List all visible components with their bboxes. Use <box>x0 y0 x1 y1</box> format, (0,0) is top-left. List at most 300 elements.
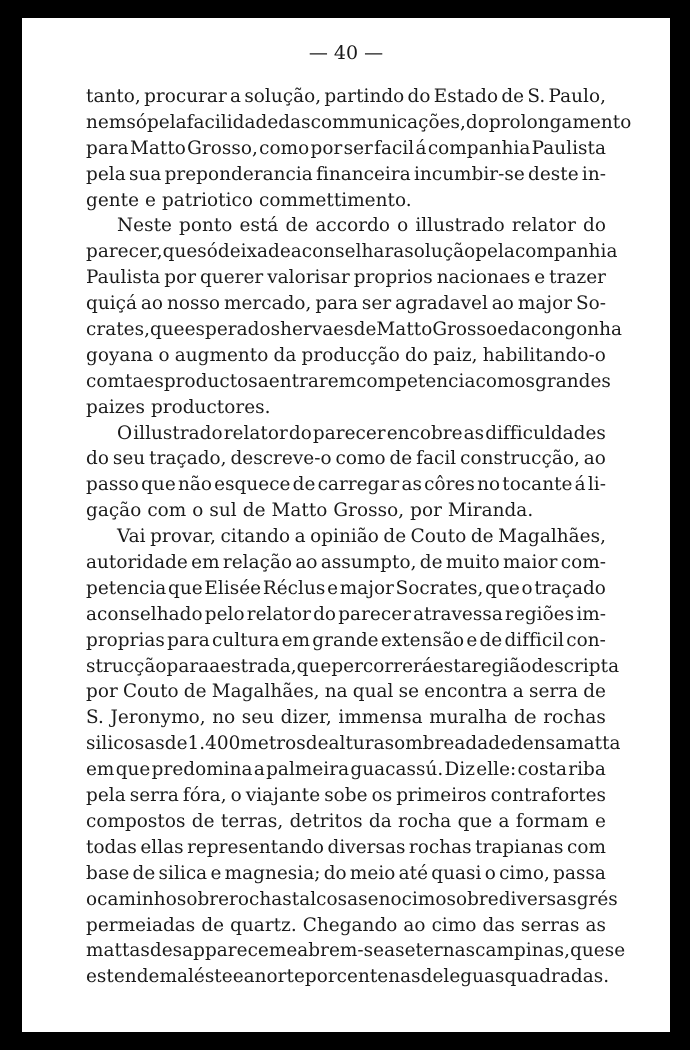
word: que <box>457 810 493 832</box>
word: como <box>335 448 386 470</box>
word: preponderancia <box>164 163 313 185</box>
word: e <box>232 966 244 988</box>
word: metros <box>240 733 306 755</box>
word: petencia <box>86 577 167 599</box>
word: até <box>398 862 429 884</box>
word: densa <box>510 733 567 755</box>
word: contrafortes <box>490 785 606 807</box>
text-line <box>86 679 606 705</box>
word: grandes <box>535 370 611 392</box>
word: tocante <box>502 474 573 496</box>
text-line <box>86 705 606 731</box>
word: im- <box>576 603 606 625</box>
word: Vai <box>117 526 146 548</box>
word: de <box>292 474 316 496</box>
word: e <box>466 629 478 651</box>
word: Neste <box>117 215 172 237</box>
word: de <box>164 733 188 755</box>
word: elle: <box>476 759 517 781</box>
word: por <box>304 966 337 988</box>
word: Couto <box>122 681 179 703</box>
word: do <box>583 215 606 237</box>
word: assumpto, <box>320 552 417 574</box>
word: só <box>197 241 218 263</box>
word: taes <box>124 370 164 392</box>
word: do <box>465 111 489 133</box>
word: in- <box>581 163 606 185</box>
word: predomina <box>151 759 253 781</box>
word: muito <box>445 552 500 574</box>
word: e <box>145 189 156 211</box>
word: em <box>281 629 311 651</box>
word: companhia <box>427 137 531 159</box>
word: Grosso <box>432 319 498 341</box>
word: e <box>367 888 379 910</box>
word: do <box>407 86 431 107</box>
word: percorrerá <box>331 655 433 677</box>
word: quiçá <box>86 293 138 315</box>
word: silicosas <box>86 733 165 755</box>
word: só <box>126 111 147 133</box>
text-line <box>86 731 621 757</box>
text-line <box>86 783 606 809</box>
word: riba <box>568 759 606 781</box>
word: de <box>419 552 443 574</box>
word: norte <box>254 966 305 988</box>
word: silica <box>158 862 208 884</box>
word: cimo <box>431 914 477 936</box>
word: entrar <box>268 370 328 392</box>
word: na <box>324 681 348 703</box>
word: eternas <box>404 940 476 962</box>
word: ao <box>140 293 164 315</box>
word: fóra, <box>182 785 227 807</box>
word: rochas <box>229 888 292 910</box>
word: leguas <box>443 966 505 988</box>
word: que <box>149 319 185 341</box>
word: Diz <box>444 759 475 781</box>
word: a <box>253 759 265 781</box>
word: seu <box>241 707 275 729</box>
word: producção <box>301 344 400 366</box>
word: prolongamento <box>488 111 632 133</box>
word: á <box>415 137 427 159</box>
word: diversas <box>327 836 406 858</box>
word: primeiros <box>396 785 487 807</box>
word: illustrado <box>133 422 223 444</box>
word: por <box>86 681 118 703</box>
text-line <box>86 809 606 835</box>
word: Matto <box>271 500 328 522</box>
word: muralha <box>429 707 508 729</box>
word: formam <box>515 810 589 832</box>
word: léste <box>187 966 233 988</box>
word: como <box>259 137 310 159</box>
word: Réclus <box>262 577 326 599</box>
word: do <box>405 344 428 366</box>
text-line <box>86 550 606 576</box>
word: relator <box>246 603 311 625</box>
word: agradavel <box>395 293 488 315</box>
word: base <box>86 862 130 884</box>
word: citando <box>220 526 291 548</box>
word: gação <box>86 500 142 522</box>
word: deixa <box>217 241 269 263</box>
word: magnesia; <box>224 862 321 884</box>
text-line <box>86 602 606 628</box>
word: Matto <box>376 319 433 341</box>
word: todas <box>86 836 137 858</box>
word: da <box>508 319 531 341</box>
word: congonha <box>530 319 623 341</box>
word: provar, <box>150 526 217 548</box>
word: solução <box>404 241 476 263</box>
word: côres <box>424 474 475 496</box>
word: ser <box>343 137 373 159</box>
word: detritos <box>289 810 363 832</box>
word: a <box>257 370 269 392</box>
word: 1.400 <box>187 733 241 755</box>
word: augmento <box>174 344 269 366</box>
word: traçado <box>534 577 606 599</box>
word: e <box>534 267 546 289</box>
word: para <box>167 629 210 651</box>
word: descripta <box>531 655 620 677</box>
word: li- <box>587 474 606 496</box>
word: gente <box>86 189 140 211</box>
word: ao <box>583 448 606 470</box>
word: de <box>353 319 377 341</box>
word: maior <box>503 552 558 574</box>
text-line <box>86 239 618 265</box>
word: para <box>315 293 359 315</box>
text-line <box>86 395 606 421</box>
text-line <box>86 654 620 680</box>
word: no <box>378 888 402 910</box>
word: e <box>594 810 606 832</box>
text-line <box>86 472 606 498</box>
word: habilitando-o <box>482 344 606 366</box>
word: mercado, <box>223 293 312 315</box>
word: do <box>313 603 337 625</box>
word: que <box>485 577 520 599</box>
word: Estado <box>433 86 499 107</box>
word: de <box>191 810 215 832</box>
word: cultura <box>212 629 280 651</box>
word: de <box>383 526 407 548</box>
text-line <box>86 576 606 602</box>
text-line <box>86 213 606 239</box>
word: O <box>117 422 133 444</box>
word: construcção, <box>460 448 580 470</box>
word: descreve-o <box>230 448 332 470</box>
word: e <box>327 577 338 599</box>
word: da <box>368 810 392 832</box>
word: competencia <box>356 370 476 392</box>
word: sombreada <box>384 733 489 755</box>
word: de <box>488 733 511 755</box>
word: de <box>513 707 537 729</box>
text-line <box>86 265 606 291</box>
word: o <box>86 888 98 910</box>
word: communicações, <box>310 111 466 133</box>
word: da <box>273 344 297 366</box>
word: Grosso, <box>187 137 258 159</box>
word: Magalhães, <box>498 526 606 548</box>
word: terras, <box>220 810 284 832</box>
word: sobe <box>324 785 368 807</box>
word: o <box>397 215 409 237</box>
word: sobre <box>176 888 230 910</box>
word: ao <box>403 914 426 936</box>
word: financeira <box>316 163 411 185</box>
word: o <box>230 785 242 807</box>
word: de <box>305 733 329 755</box>
word: quartz. <box>230 914 297 936</box>
word: altura <box>328 733 385 755</box>
word: com- <box>560 552 606 574</box>
word: incumbir-se <box>413 163 525 185</box>
word: palmeira <box>266 759 350 781</box>
word: atravessa <box>413 603 503 625</box>
text-line <box>86 84 606 110</box>
word: estrada, <box>220 655 297 677</box>
word: valorisar <box>267 267 350 289</box>
text-line <box>86 110 632 136</box>
word: abrem-se <box>297 940 385 962</box>
word: Magalhães, <box>211 681 320 703</box>
text-line <box>86 524 606 550</box>
word: a <box>230 86 242 107</box>
word: o <box>484 862 496 884</box>
word: proprios <box>353 267 433 289</box>
word: ellas <box>140 836 184 858</box>
word: não <box>177 474 212 496</box>
word: desapparecem <box>149 940 287 962</box>
word: rochas <box>408 836 472 858</box>
word: no <box>212 707 236 729</box>
word: cimo, <box>499 862 550 884</box>
text-line <box>86 369 611 395</box>
word: a <box>243 966 255 988</box>
text-line <box>86 188 606 214</box>
text-line <box>86 835 606 861</box>
word: espera <box>184 319 248 341</box>
word: rocha <box>398 810 452 832</box>
word: pelo <box>204 603 245 625</box>
word: So- <box>575 293 606 315</box>
word: rochas <box>543 707 606 729</box>
word: se <box>604 940 626 962</box>
word: aconselhar <box>290 241 394 263</box>
word: Matto <box>129 137 186 159</box>
word: paizes <box>86 396 145 418</box>
word: procurar <box>144 86 227 107</box>
word: que <box>115 759 151 781</box>
word: as <box>463 422 485 444</box>
word: á <box>574 474 586 496</box>
word: caminho <box>97 888 177 910</box>
word: parecer <box>338 603 411 625</box>
word: pela <box>86 163 126 185</box>
word: por <box>310 137 343 159</box>
word: Socrates, <box>395 577 484 599</box>
word: os <box>371 785 393 807</box>
word: deste <box>528 163 579 185</box>
word: illustrado <box>415 215 505 237</box>
text-line <box>86 757 606 783</box>
page-number: — 40 — <box>308 42 384 64</box>
word: hervaes <box>280 319 354 341</box>
word: qual <box>352 681 394 703</box>
text-line <box>86 861 606 887</box>
word: major <box>339 577 394 599</box>
word: de <box>420 966 444 988</box>
word: extensão <box>380 629 465 651</box>
word: está <box>239 215 279 237</box>
word: em <box>327 370 357 392</box>
word: para <box>166 655 210 677</box>
word: grés <box>576 888 618 910</box>
word: sua <box>128 163 162 185</box>
word: as <box>401 474 422 496</box>
word: as <box>585 914 606 936</box>
word: esta <box>432 655 472 677</box>
word: compostos <box>86 810 186 832</box>
word: do <box>323 862 347 884</box>
word: relação <box>222 552 293 574</box>
word: sobre <box>446 888 499 910</box>
word: de <box>479 629 503 651</box>
text-line <box>86 446 606 472</box>
word: autoridade <box>86 552 188 574</box>
word: commettimento. <box>259 189 412 211</box>
word: nem <box>86 111 127 133</box>
word: companhia <box>514 241 618 263</box>
word: Jeronymo, <box>110 707 206 729</box>
word: pela <box>86 785 126 807</box>
word: se <box>398 681 420 703</box>
word: de <box>201 914 225 936</box>
word: strucção <box>86 655 167 677</box>
word: regiões <box>505 603 575 625</box>
word: o <box>158 344 170 366</box>
word: de <box>183 681 207 703</box>
word: representando <box>187 836 325 858</box>
word: que <box>168 577 203 599</box>
word: os <box>514 370 536 392</box>
word: serras <box>520 914 580 936</box>
word: proprias <box>86 629 165 651</box>
word: trapianas <box>475 836 564 858</box>
word: accordo <box>315 215 390 237</box>
word: que <box>162 241 198 263</box>
word: do <box>86 448 109 470</box>
word: a <box>393 241 405 263</box>
word: partindo <box>324 86 405 107</box>
word: relator <box>511 215 576 237</box>
word: S. <box>527 86 546 107</box>
text-line <box>86 498 606 524</box>
word: de <box>268 241 291 263</box>
word: sul <box>209 500 237 522</box>
word: em <box>191 552 220 574</box>
word: e <box>497 319 509 341</box>
word: passa <box>553 862 606 884</box>
word: Miranda. <box>447 500 534 522</box>
word: para <box>86 137 129 159</box>
word: do <box>288 422 312 444</box>
word: trazer <box>549 267 606 289</box>
text-line <box>86 421 606 447</box>
word: nosso <box>166 293 221 315</box>
word: matta <box>566 733 621 755</box>
word: productos <box>163 370 258 392</box>
word: que <box>141 474 176 496</box>
word: patriotico <box>161 189 253 211</box>
word: a <box>512 681 524 703</box>
word: Couto <box>410 526 467 548</box>
word: cimo <box>401 888 447 910</box>
word: as <box>384 940 405 962</box>
word: goyana <box>86 344 154 366</box>
word: ser <box>361 293 392 315</box>
word: productores. <box>150 396 271 418</box>
word: ao <box>491 293 514 315</box>
word: das <box>482 914 515 936</box>
word: a <box>209 655 221 677</box>
word: nacionaes <box>436 267 531 289</box>
word: campinas, <box>475 940 571 962</box>
text-line <box>86 964 610 990</box>
word: costa <box>517 759 567 781</box>
word: parecer, <box>86 241 163 263</box>
word: difficuldades <box>485 422 606 444</box>
word: traçado, <box>149 448 227 470</box>
word: pela <box>146 111 187 133</box>
word: paiz, <box>433 344 478 366</box>
word: S. <box>86 707 104 729</box>
word: estendem <box>86 966 177 988</box>
word: carregar <box>317 474 400 496</box>
word: de <box>242 500 266 522</box>
word: guacassú. <box>350 759 444 781</box>
word: viajante <box>245 785 321 807</box>
word: opinião <box>310 526 379 548</box>
word: difficil <box>504 629 565 651</box>
word: mattas <box>86 940 150 962</box>
word: das <box>278 111 311 133</box>
text-line <box>86 317 623 343</box>
word: quadradas. <box>504 966 610 988</box>
word: diversas <box>498 888 577 910</box>
word: o <box>521 577 533 599</box>
text-line <box>86 913 606 939</box>
word: Paulo, <box>548 86 606 107</box>
word: Chegando <box>302 914 398 936</box>
word: Grosso, <box>333 500 405 522</box>
word: com <box>86 370 125 392</box>
word: a <box>498 810 510 832</box>
word: de <box>583 681 606 703</box>
word: Paulista <box>86 267 161 289</box>
word: facilidade <box>186 111 279 133</box>
word: em <box>86 759 115 781</box>
word: talcosas <box>291 888 368 910</box>
word: passo <box>86 474 139 496</box>
word: esquece <box>214 474 291 496</box>
word: parecer <box>312 422 386 444</box>
